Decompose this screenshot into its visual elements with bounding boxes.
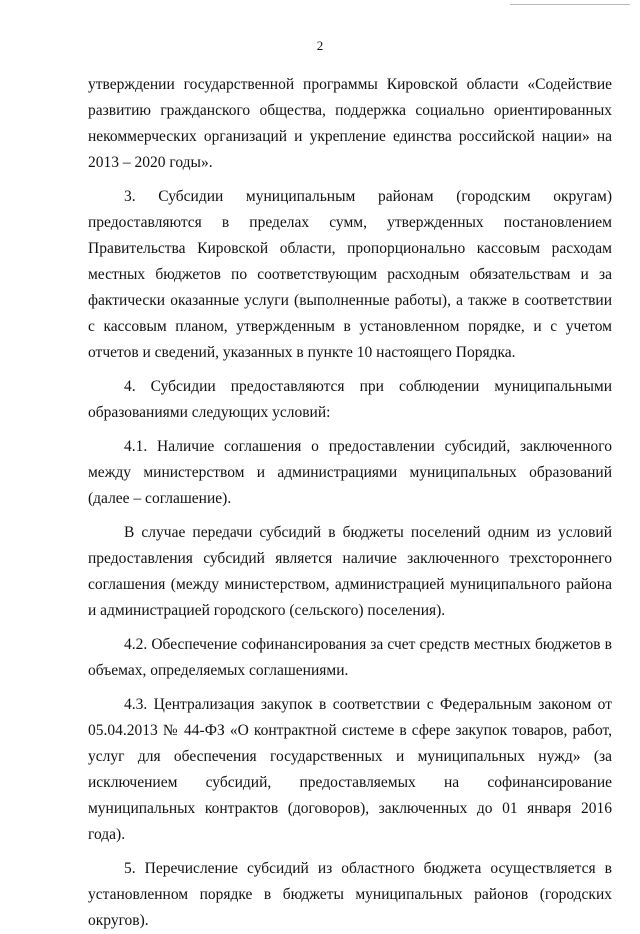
paragraph-4-3: 4.3. Централизация закупок в соответствии с Федеральным законом от 05.04.2013 № 44-ФЗ «О контрактной системе в сфере закупок товаров, работ, услуг для обеспечения государственных и муниципальных нужд» (за исключением субсидий, предоставляемых на софинансирование муниципальных контрактов (договоров), заключенных до 01 января 2016 года). (88, 696, 612, 843)
paragraph-spacer (88, 176, 612, 184)
paragraph-continuation: утверждении государственной программы Кировской области «Содействие развитию гражданского общества, поддержка социально ориентированных некоммерческих организаций и укрепление единства российской нации» на 2013 – 2020 годы». (88, 76, 612, 171)
paragraph-spacer (88, 684, 612, 692)
paragraph-4-2: 4.2. Обеспечение софинансирования за счет средств местных бюджетов в объемах, определяемых соглашениями. (88, 636, 612, 679)
page-number: 2 (316, 38, 324, 53)
paragraph-spacer (88, 848, 612, 856)
paragraph-3: 3. Субсидии муниципальным районам (городским округам) предоставляются в пределах сумм, утвержденных постановлением Правительства Кировской области, пропорционально кассовым расходам местных бюджетов по соответствующим расходным обязательствам и за фактически оказанные услуги (выполненные работы), а также в соответствии с кассовым планом, утвержденным в установленном порядке, и с учетом отчетов и сведений, указанных в пункте 10 настоящего Порядка. (88, 188, 612, 361)
paragraph-spacer (88, 366, 612, 374)
paragraph-spacer (88, 426, 612, 434)
paragraph-4: 4. Субсидии предоставляются при соблюдении муниципальными образованиями следующих условий: (88, 378, 612, 421)
paragraph-5: 5. Перечисление субсидий из областного бюджета осуществляется в установленном порядке в бюджеты муниципальных районов (городских округов). (88, 860, 612, 929)
scan-edge-line (510, 4, 630, 5)
paragraph-spacer (88, 512, 612, 520)
paragraph-4-1: 4.1. Наличие соглашения о предоставлении субсидий, заключенного между министерством и администрациями муниципальных образований (далее – соглашение). (88, 438, 612, 507)
paragraph-spacer (88, 624, 612, 632)
document-body (88, 72, 612, 934)
paragraph-transfer-condition: В случае передачи субсидий в бюджеты поселений одним из условий предоставления субсидий является наличие заключенного трехстороннего соглашения (между министерством, администрацией муниципального района и администрацией городского (сельского) поселения). (88, 524, 612, 619)
